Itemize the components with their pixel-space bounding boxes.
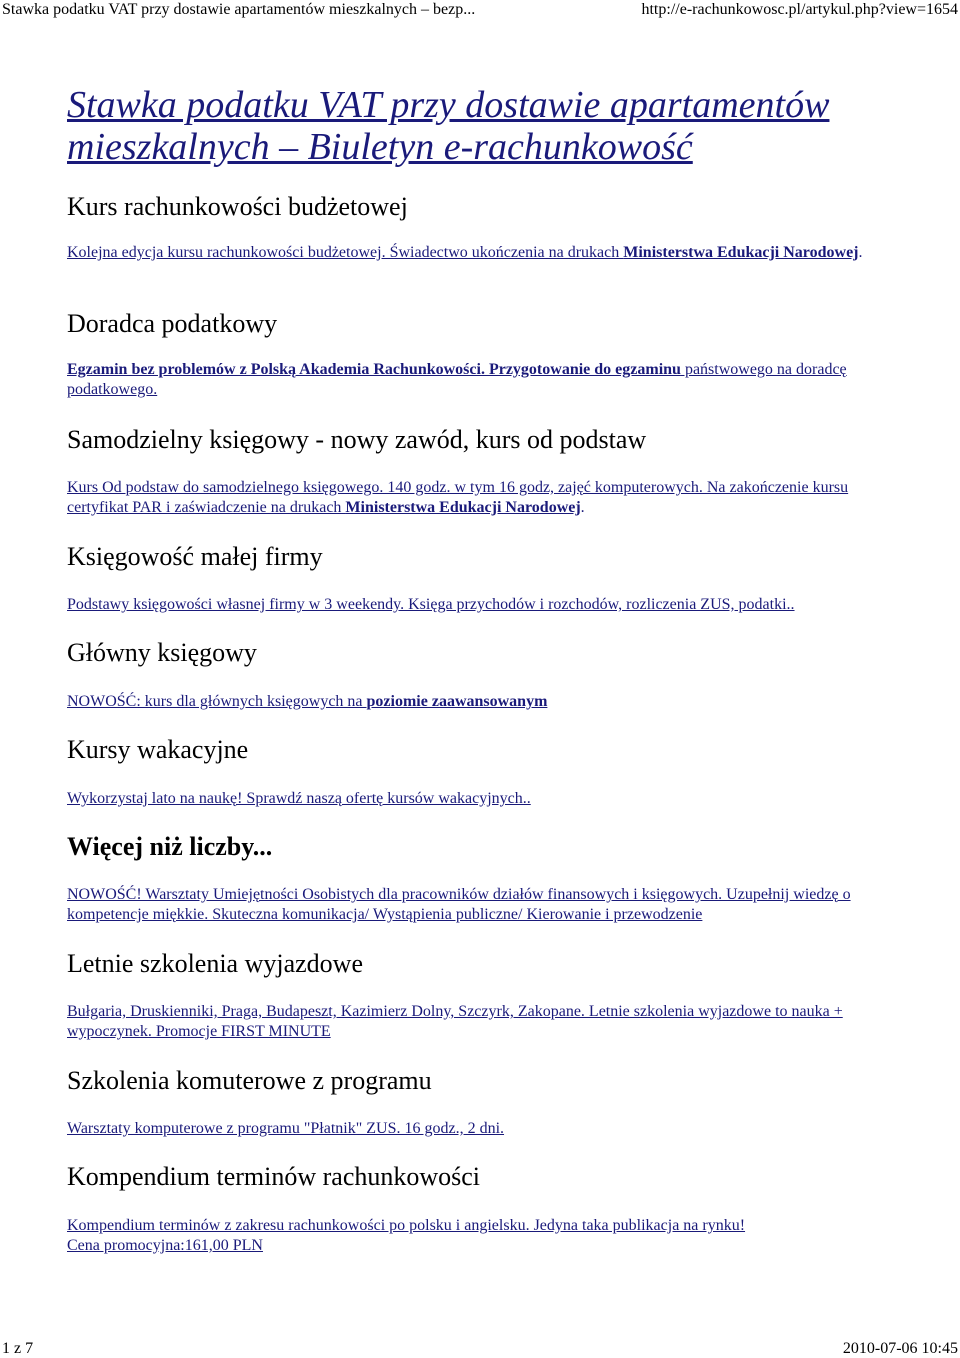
ad-link[interactable] xyxy=(67,1119,897,1139)
ad-link[interactable] xyxy=(67,595,897,615)
print-header-url: http://e-rachunkowosc.pl/artykul.php?view=1654 xyxy=(641,1,958,18)
ad-doradca-podatkowy xyxy=(67,309,897,400)
ad-link[interactable] xyxy=(67,692,897,712)
section-heading: Kursy wakacyjne xyxy=(67,735,249,764)
ad-szkolenia-komputerowe xyxy=(67,1066,897,1139)
ad-price-text[interactable]: Cena promocyjna:161,00 PLN xyxy=(67,1237,263,1254)
ad-text-bold[interactable]: Ministerstwa Edukacji Narodowej xyxy=(345,499,581,516)
section-heading: Kurs rachunkowości budżetowej xyxy=(67,192,408,221)
ad-link[interactable] xyxy=(67,789,897,809)
ad-glowny-ksiegowy xyxy=(67,638,897,712)
ad-link[interactable] xyxy=(67,478,897,518)
ad-text[interactable]: państwowego na doradcę podatkowego. xyxy=(67,361,847,398)
ad-link[interactable] xyxy=(67,1216,897,1256)
ad-rachunkowosc-budzetowa xyxy=(67,192,897,263)
ad-kursy-wakacyjne xyxy=(67,735,897,809)
ad-text-bold[interactable]: poziomie zaawansowanym xyxy=(366,693,548,710)
ad-text[interactable]: Kurs Od podstaw do samodzielnego księgowego. 140 godz. w tym 16 godz, zajęć komputerowych. Na zakończenie kursu certyfikat PAR i zaświadczenie na drukach xyxy=(67,479,849,516)
ad-link[interactable] xyxy=(67,360,897,400)
ad-text[interactable]: Warsztaty komputerowe z programu "Płatnik" ZUS. 16 godz., 2 dni. xyxy=(67,1120,505,1137)
section-heading: Księgowość małej firmy xyxy=(67,542,323,571)
section-heading: Kompendium terminów rachunkowości xyxy=(67,1162,481,1191)
section-heading: Samodzielny księgowy - nowy zawód, kurs od podstaw xyxy=(67,425,647,454)
ad-text-tail: . xyxy=(858,244,863,261)
ad-text[interactable]: Wykorzystaj lato na naukę! Sprawdź naszą ofertę kursów wakacyjnych.. xyxy=(67,790,531,807)
ad-letnie-szkolenia xyxy=(67,949,897,1042)
ad-text[interactable]: Bułgaria, Druskienniki, Praga, Budapeszt, Kazimierz Dolny, Szczyrk, Zakopane. Letnie szkolenia wyjazdowe to nauka + wypoczynek. Promocje FIRST MINUTE xyxy=(67,1003,843,1040)
ad-text[interactable]: NOWOŚĆ! Warsztaty Umiejętności Osobistych dla pracowników działów finansowych i księgowych. Uzupełnij wiedzę o kompetencje miękkie. Skuteczna komunikacja/ Wystąpienia publiczne/ Kierowanie i przewodzenie xyxy=(67,886,851,923)
ad-text[interactable]: Kompendium terminów z zakresu rachunkowości po polsku i angielsku. Jedyna taka publikacja na rynku! xyxy=(67,1217,746,1234)
ad-link[interactable] xyxy=(67,243,897,263)
section-heading: Szkolenia komuterowe z programu xyxy=(67,1066,432,1095)
section-heading: Więcej niż liczby... xyxy=(67,832,273,861)
ad-link[interactable] xyxy=(67,1002,897,1042)
print-datetime: 2010-07-06 10:45 xyxy=(842,1340,958,1357)
section-heading: Letnie szkolenia wyjazdowe xyxy=(67,949,363,978)
ad-samodzielny-ksiegowy xyxy=(67,425,897,518)
ad-ksiegowosc-malej-firmy xyxy=(67,542,897,615)
ad-text-tail: . xyxy=(580,499,585,516)
ad-kompendium-terminow xyxy=(67,1162,897,1256)
section-heading: Doradca podatkowy xyxy=(67,309,278,338)
ad-text[interactable]: Podstawy księgowości własnej firmy w 3 weekendy. Księga przychodów i rozchodów, rozliczenia ZUS, podatki.. xyxy=(67,596,795,613)
print-header-title: Stawka podatku VAT przy dostawie apartamentów mieszkalnych – bezp... xyxy=(2,1,476,18)
page-number: 1 z 7 xyxy=(2,1340,34,1357)
ad-link[interactable] xyxy=(67,885,897,925)
ad-text[interactable]: NOWOŚĆ: kurs dla głównych księgowych na xyxy=(67,693,367,710)
page-title-link[interactable]: Stawka podatku VAT przy dostawie apartamentów mieszkalnych – Biuletyn e-rachunkowość xyxy=(67,84,830,168)
ad-wiecej-niz-liczby xyxy=(67,832,897,925)
ad-text-bold[interactable]: Ministerstwa Edukacji Narodowej xyxy=(623,244,859,261)
section-heading: Główny księgowy xyxy=(67,638,257,667)
ad-text-bold[interactable]: Egzamin bez problemów z Polską Akademia Rachunkowości. Przygotowanie do egzaminu xyxy=(67,361,681,378)
ad-text[interactable]: Kolejna edycja kursu rachunkowości budżetowej. Świadectwo ukończenia na drukach xyxy=(67,244,624,261)
